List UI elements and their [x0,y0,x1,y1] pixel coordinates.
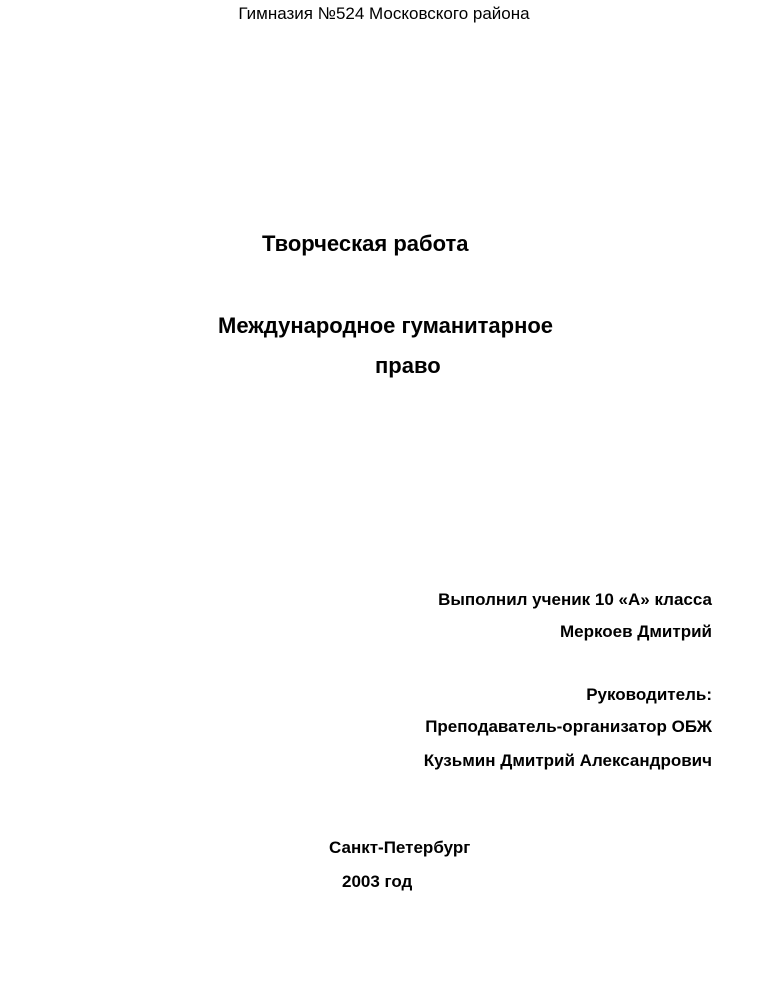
document-type: Творческая работа [262,231,469,256]
supervisor-name: Кузьмин Дмитрий Александрович [423,751,712,770]
author-line: Выполнил ученик 10 «А» класса [438,590,712,609]
document-title-line-1: Международное гуманитарное [218,313,554,338]
school-name: Гимназия №524 Московского района [238,4,530,23]
supervisor-role: Преподаватель-организатор ОБЖ [425,717,712,736]
city: Санкт-Петербург [329,838,471,857]
document-title-line-2: право [375,353,441,378]
year: 2003 год [342,872,413,891]
author-name: Меркоев Дмитрий [559,622,712,641]
supervisor-label: Руководитель: [586,685,712,704]
